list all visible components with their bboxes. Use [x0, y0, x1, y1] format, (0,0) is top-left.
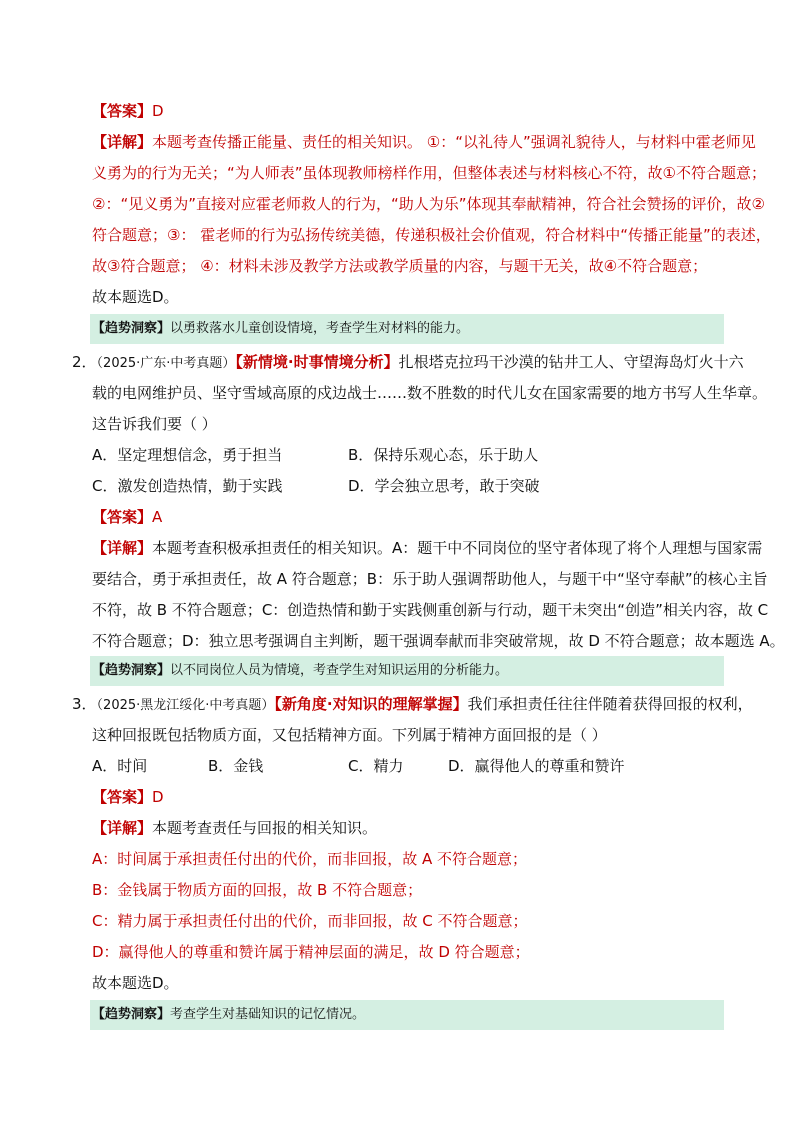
answer-tag: 【答案】 [92, 508, 153, 526]
q1-detail-line: 【详解】本题考查传播正能量、责任的相关知识。 ①：“以礼待人”强调礼貌待人，与材料中霍老师见 [92, 133, 756, 151]
question-source: （2025·广东·中考真题） [96, 356, 236, 371]
q1-detail-line: ②：“见义勇为”直接对应霍老师救人的行为，“助人为乐”体现其奉献精神，符合社会赞扬的评价，故② [92, 195, 765, 213]
question-number: 2． [72, 353, 97, 371]
trend-tag: 【趋势洞察】 [92, 663, 171, 678]
question-tag: 【新角度·对知识的理解掌握】 [274, 695, 468, 713]
detail-tag: 【详解】 [92, 819, 153, 837]
option-d: D．赢得他人的尊重和赞许 [448, 757, 625, 775]
option-a: A．坚定理想信念，勇于担当 [92, 446, 283, 464]
q3-detail-line: D：赢得他人的尊重和赞许属于精神层面的满足，故 D 符合题意； [92, 943, 530, 961]
q3-detail-line: 【详解】本题考查责任与回报的相关知识。 [92, 819, 378, 837]
q1-conclusion: 故本题选D。 [92, 288, 179, 306]
answer-value: A [152, 508, 163, 526]
answer-tag: 【答案】 [92, 788, 153, 806]
option-b: B．保持乐观心态，乐于助人 [348, 446, 539, 464]
q1-trend: 【趋势洞察】以勇救落水儿童创设情境，考查学生对材料的能力。 [92, 321, 470, 336]
q3-trend: 【趋势洞察】考查学生对基础知识的记忆情况。 [92, 1007, 366, 1022]
answer-tag: 【答案】 [92, 102, 153, 120]
option-d: D．学会独立思考，敢于突破 [348, 477, 540, 495]
option-c: C．激发创造热情，勤于实践 [92, 477, 283, 495]
option-b: B．金钱 [208, 757, 264, 775]
q2-answer [92, 507, 162, 527]
q2-detail-line: 要结合，勇于承担责任，故 A 符合题意；B：乐于助人强调帮助他人，与题干中“坚守奉献”的核心主旨 [92, 570, 768, 588]
q2-stem: 2．（2025·广东·中考真题）【新情境·时事情境分析】扎根塔克拉玛干沙漠的钻井工人、守望海岛灯火十六 [72, 353, 744, 371]
q2-stem-line: 载的电网维护员、坚守雪域高原的戍边战士……数不胜数的时代儿女在国家需要的地方书写人生华章。 [92, 384, 768, 402]
detail-tag: 【详解】 [92, 539, 153, 557]
question-tag: 【新情境·时事情境分析】 [235, 353, 399, 371]
trend-tag: 【趋势洞察】 [92, 321, 171, 336]
q1-detail-line: 符合题意；③： 霍老师的行为弘扬传统美德，传递积极社会价值观，符合材料中“传播正能量”的表述， [92, 226, 771, 244]
detail-tag: 【详解】 [92, 133, 153, 151]
q3-conclusion: 故本题选D。 [92, 974, 179, 992]
q2-detail-line: 不符合题意；D：独立思考强调自主判断，题干强调奉献而非突破常规，故 D 不符合题意；故本题选 A。 [92, 632, 785, 650]
q1-detail-line: 故③符合题意； ④：材料未涉及教学方法或教学质量的内容，与题干无关，故④不符合题意； [92, 257, 708, 275]
q3-answer [92, 787, 164, 807]
q2-trend: 【趋势洞察】以不同岗位人员为情境，考查学生对知识运用的分析能力。 [92, 663, 509, 678]
answer-value: D [152, 788, 164, 806]
q3-detail-line: B：金钱属于物质方面的回报，故 B 不符合题意； [92, 881, 423, 899]
q1-detail-line: 义勇为的行为无关；“为人师表”虽体现教师榜样作用，但整体表述与材料核心不符，故①不符合题意； [92, 164, 766, 182]
q3-stem-line: 这种回报既包括物质方面，又包括精神方面。下列属于精神方面回报的是（ ） [92, 726, 607, 744]
option-c: C．精力 [348, 757, 404, 775]
option-a: A．时间 [92, 757, 148, 775]
question-number: 3． [72, 695, 97, 713]
q3-detail-line: C：精力属于承担责任付出的代价，而非回报，故 C 不符合题意； [92, 912, 528, 930]
q2-stem-line: 这告诉我们要（ ） [92, 415, 217, 433]
q1-answer [92, 101, 164, 121]
trend-tag: 【趋势洞察】 [92, 1007, 171, 1022]
answer-value: D [152, 102, 164, 120]
q2-detail-line: 不符，故 B 不符合题意；C：创造热情和勤于实践侧重创新与行动，题干未突出“创造”相关内容，故 C [92, 601, 769, 619]
q3-detail-line: A：时间属于承担责任付出的代价，而非回报，故 A 不符合题意； [92, 850, 528, 868]
q2-detail-line: 【详解】本题考查积极承担责任的相关知识。A：题干中不同岗位的坚守者体现了将个人理想与国家需 [92, 539, 763, 557]
question-source: （2025·黑龙江绥化·中考真题） [96, 698, 275, 713]
q3-stem: 3．（2025·黑龙江绥化·中考真题）【新角度·对知识的理解掌握】我们承担责任往往伴随着获得回报的权利， [72, 695, 753, 713]
